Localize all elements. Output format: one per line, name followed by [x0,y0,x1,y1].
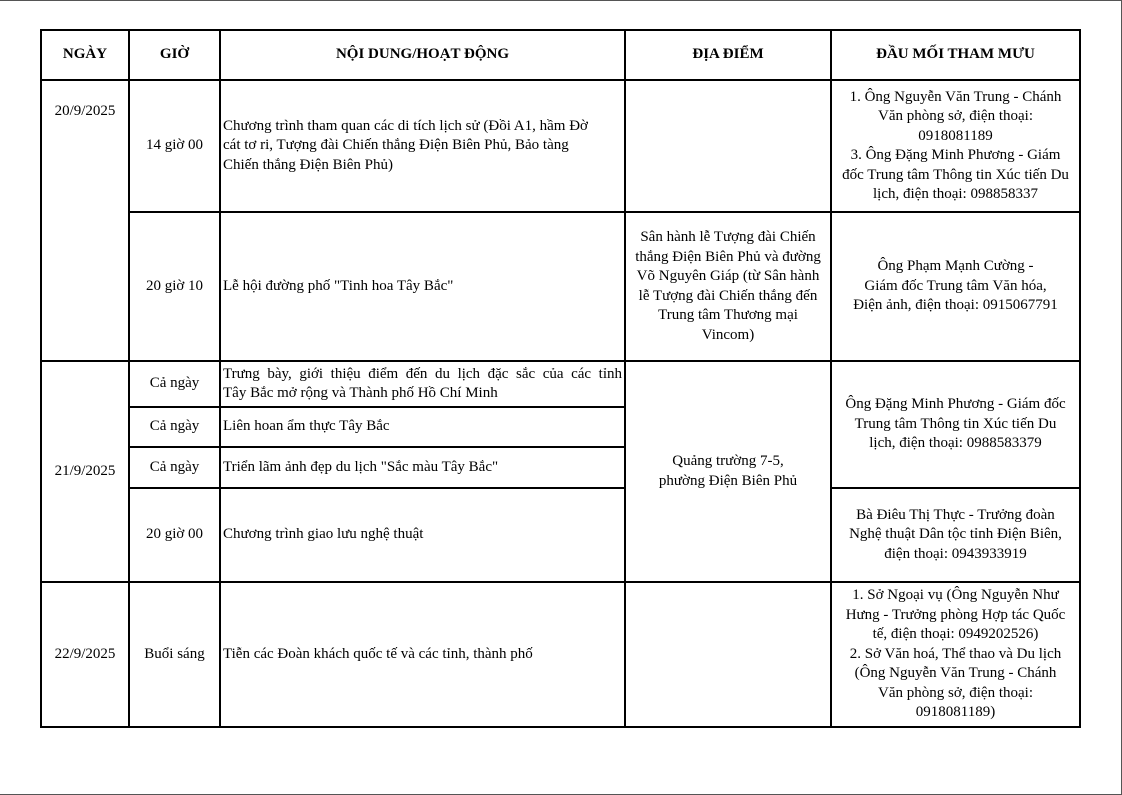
header-location: ĐỊA ĐIỂM [625,30,831,80]
contact-cell: 1. Ông Nguyễn Văn Trung - Chánh Văn phòng sở, điện thoại: 0918081189 3. Ông Đặng Minh Phương - Giám đốc Trung tâm Thông tin Xúc tiến Du lịch, điện thoại: 098858337 [831,80,1080,212]
location-cell [625,582,831,727]
time-cell: 20 giờ 00 [129,488,220,582]
table-row [41,488,1080,582]
content-cell: Trưng bày, giới thiệu điểm đến du lịch đặc sắc của các tỉnh Tây Bắc mở rộng và Thành phố Hồ Chí Minh [220,361,625,407]
time-cell: Cả ngày [129,361,220,407]
contact-cell: 1. Sở Ngoại vụ (Ông Nguyễn Như Hưng - Trưởng phòng Hợp tác Quốc tế, điện thoại: 0949202526) 2. Sở Văn hoá, Thể thao và Du lịch (Ông Nguyễn Văn Trung - Chánh Văn phòng sở, điện thoại: 0918081189) [831,582,1080,727]
content-cell: Liên hoan ẩm thực Tây Bắc [220,407,625,447]
contact-cell: Ông Đặng Minh Phương - Giám đốc Trung tâm Thông tin Xúc tiến Du lịch, điện thoại: 0988583379 [831,361,1080,488]
location-cell [625,80,831,212]
contact-cell: Bà Điêu Thị Thực - Trưởng đoàn Nghệ thuật Dân tộc tỉnh Điện Biên, điện thoại: 0943933919 [831,488,1080,582]
table-row [41,582,1080,727]
schedule-table [40,29,1081,728]
header-content: NỘI DUNG/HOẠT ĐỘNG [220,30,625,80]
date-cell: 20/9/2025 [41,80,129,361]
header-contact: ĐẦU MỐI THAM MƯU [831,30,1080,80]
content-cell: Lễ hội đường phố "Tinh hoa Tây Bắc" [220,212,625,361]
content-cell: Triển lãm ảnh đẹp du lịch "Sắc màu Tây Bắc" [220,447,625,488]
content-cell: Chương trình giao lưu nghệ thuật [220,488,625,582]
location-cell: Quảng trường 7-5, phường Điện Biên Phủ [625,361,831,582]
time-cell: 14 giờ 00 [129,80,220,212]
contact-cell: Ông Phạm Mạnh Cường - Giám đốc Trung tâm Văn hóa, Điện ảnh, điện thoại: 0915067791 [831,212,1080,361]
content-cell: Chương trình tham quan các di tích lịch sử (Đồi A1, hầm Đờ cát tơ ri, Tượng đài Chiến thắng Điện Biên Phủ, Bảo tàng Chiến thắng Điện Biên Phủ) [220,80,625,212]
content-cell: Tiễn các Đoàn khách quốc tế và các tỉnh, thành phố [220,582,625,727]
table-row [41,361,1080,407]
time-cell: Cả ngày [129,407,220,447]
time-cell: Buổi sáng [129,582,220,727]
time-cell: 20 giờ 10 [129,212,220,361]
header-time: GIỜ [129,30,220,80]
header-row [41,30,1080,80]
location-cell: Sân hành lễ Tượng đài Chiến thắng Điện Biên Phủ và đường Võ Nguyên Giáp (từ Sân hành lễ Tượng đài Chiến thắng đến Trung tâm Thương mại Vincom) [625,212,831,361]
time-cell: Cả ngày [129,447,220,488]
date-cell: 21/9/2025 [41,361,129,582]
table-row [41,212,1080,361]
date-cell: 22/9/2025 [41,582,129,727]
table-row [41,80,1080,212]
header-date: NGÀY [41,30,129,80]
